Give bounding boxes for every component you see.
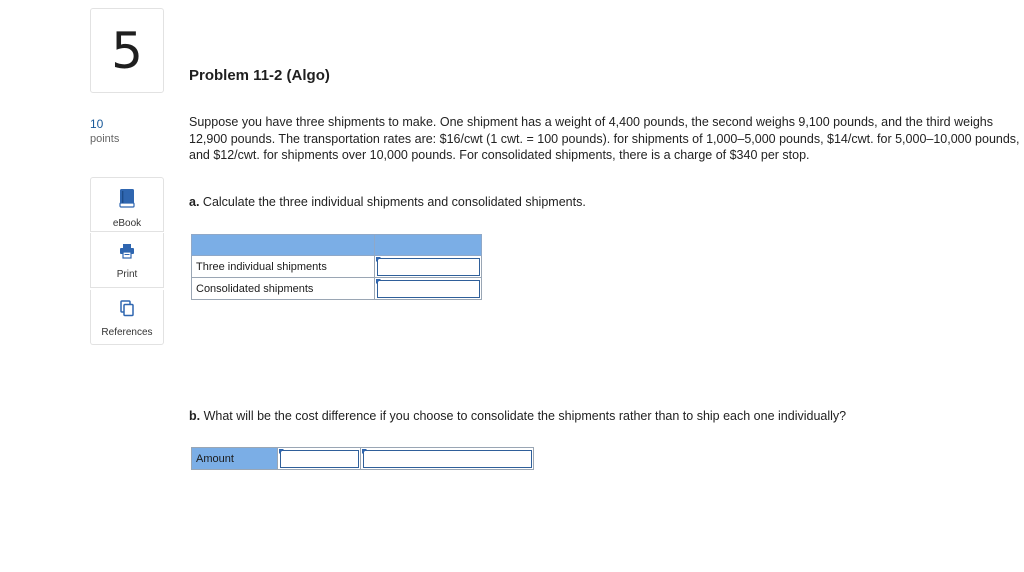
- points-info: [90, 117, 119, 147]
- points-label: points: [90, 133, 120, 145]
- references-icon: [119, 300, 135, 322]
- part-b-question: [189, 409, 846, 423]
- answer-cell: [360, 448, 533, 470]
- part-a-question: [189, 195, 586, 209]
- table-row: [192, 448, 534, 470]
- part-a-text: Calculate the three individual shipments and consolidated shipments.: [202, 195, 586, 209]
- question-number: 5: [111, 21, 143, 80]
- points-value: 10: [90, 117, 104, 131]
- problem-text: Suppose you have three shipments to make. One shipment has a weight of 4,400 pounds, the second weighs 9,100 pounds, and the third weighs 12,900 pounds. The transportation rates are: $16/cwt (1 cwt. = 100 pounds). for shipments of 1,000–5,000 pounds, $14/cwt. for 5,000–10,000 pounds, and $12/cwt. for shipments over 10,000 pounds. For consolidated shipments, there is a charge of $340 per stop.: [189, 115, 1020, 162]
- answer-cell: [374, 256, 481, 278]
- problem-title: Problem 11-2 (Algo): [189, 67, 330, 84]
- amount-input-1[interactable]: [280, 450, 359, 468]
- part-b-table: [191, 447, 534, 470]
- ebook-button[interactable]: [90, 177, 164, 232]
- part-a-table: [191, 234, 482, 300]
- individual-shipments-input[interactable]: [377, 258, 480, 276]
- part-a-header-cell: [192, 235, 375, 256]
- answer-cell: [374, 278, 481, 300]
- ebook-label: eBook: [112, 218, 142, 229]
- part-a-letter: a.: [189, 195, 200, 209]
- consolidated-shipments-input[interactable]: [377, 280, 480, 298]
- part-b-letter: b.: [189, 409, 201, 423]
- amount-label: Amount: [192, 448, 278, 470]
- part-a-header-row: [192, 235, 482, 256]
- answer-cell: [277, 448, 360, 470]
- input-marker-icon: [279, 449, 284, 454]
- amount-input-2[interactable]: [363, 450, 532, 468]
- table-row: [192, 256, 482, 278]
- references-button[interactable]: [90, 290, 164, 345]
- input-marker-icon: [376, 279, 381, 284]
- table-row: [192, 278, 482, 300]
- print-label: Print: [116, 269, 138, 280]
- part-a-header-cell: [374, 235, 481, 256]
- print-button[interactable]: [90, 233, 164, 288]
- references-label: References: [101, 327, 153, 338]
- input-marker-icon: [362, 449, 367, 454]
- row-label-consolidated: Consolidated shipments: [192, 278, 375, 300]
- book-icon: [119, 188, 135, 213]
- question-number-box: [90, 8, 164, 93]
- input-marker-icon: [376, 257, 381, 262]
- part-b-text: What will be the cost difference if you choose to consolidate the shipments rather than to ship each one individually?: [203, 409, 847, 423]
- row-label-individual: Three individual shipments: [192, 256, 375, 278]
- printer-icon: [119, 243, 135, 264]
